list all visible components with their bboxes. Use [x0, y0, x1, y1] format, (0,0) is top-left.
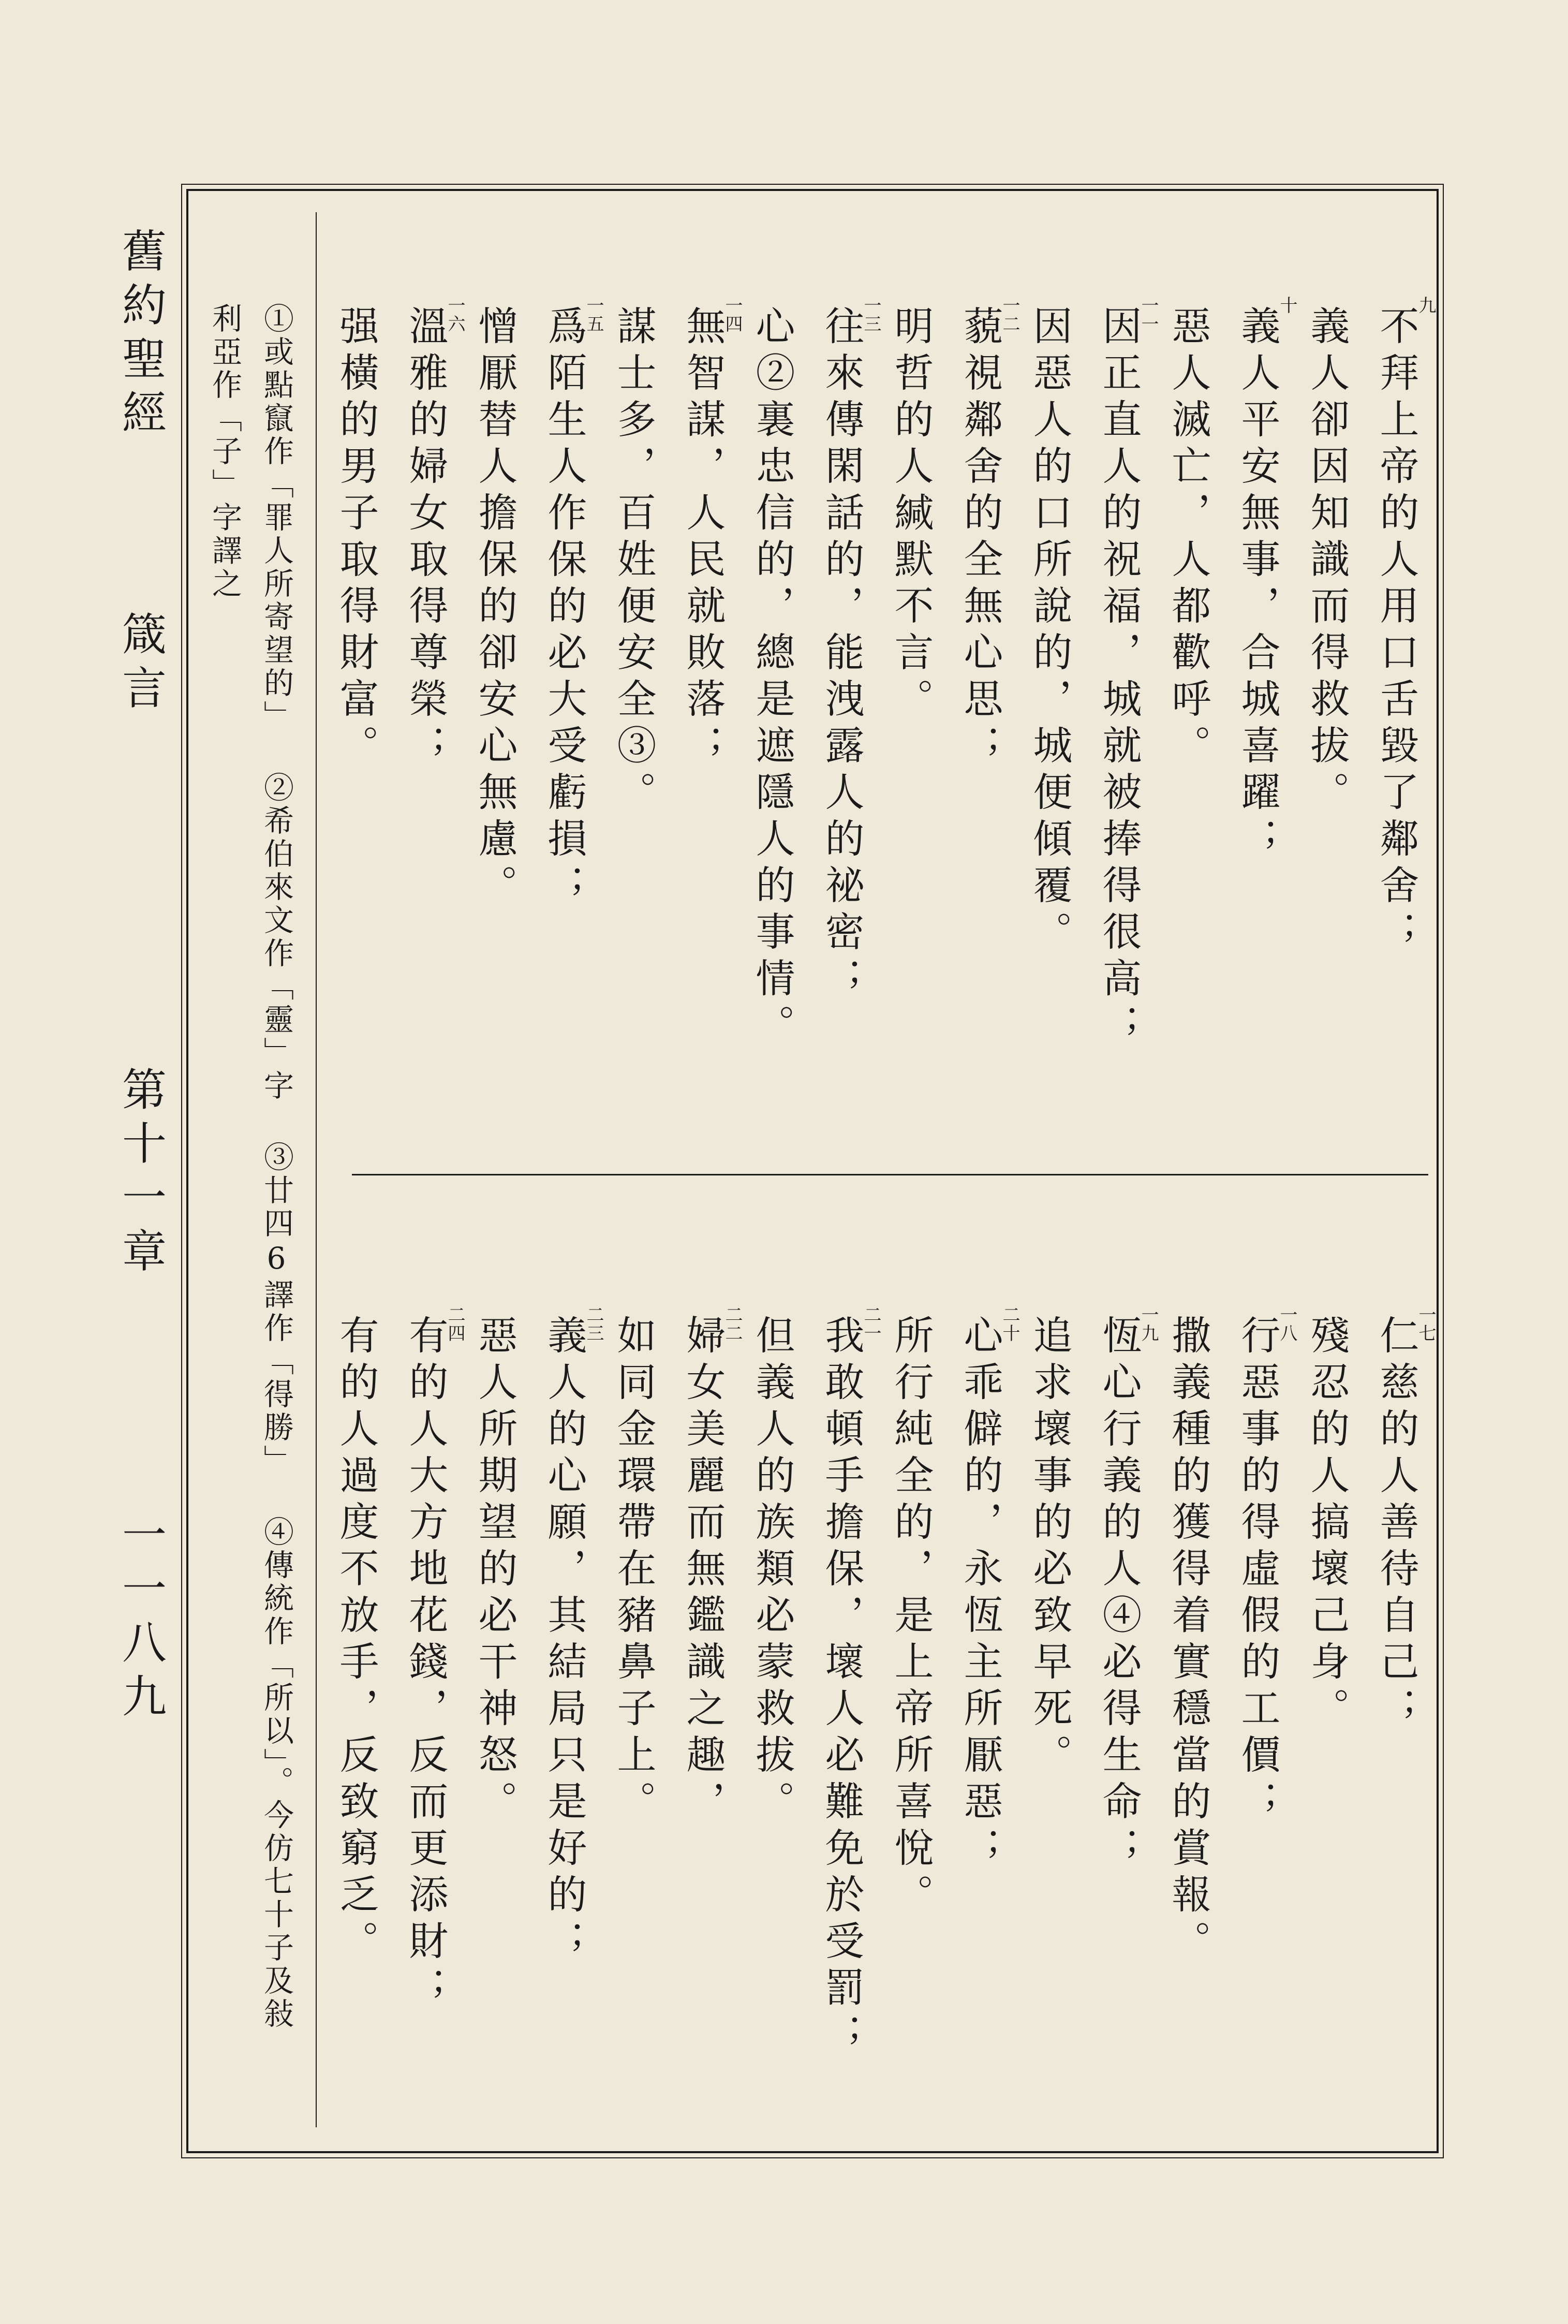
verse-line: 殘忍的人搞壞己身。 — [1304, 1315, 1350, 1734]
verse-line: 義人卻因知識而得救拔。 — [1304, 305, 1350, 818]
verse-line: 憎厭替人擔保的卻安心無慮。 — [472, 305, 518, 911]
verse-line: 婦女美麗而無鑑識之趣， — [680, 1315, 726, 1827]
page-number: 一一八九 — [114, 1511, 166, 1727]
verse-line: 往來傳閑話的，能洩露人的祕密； — [819, 305, 865, 1004]
verse-number: 一四 — [722, 296, 743, 333]
footnote-divider — [316, 212, 317, 2127]
verse-number: 九 — [1415, 296, 1436, 315]
verse-line: 因惡人的口所說的，城便傾覆。 — [1027, 305, 1073, 958]
verse-line: 溫雅的婦女取得尊榮； — [403, 305, 449, 771]
verse-line: 恆心行義的人④必得生命； — [1096, 1315, 1142, 1874]
footnote-line-1: ①或點竄作「罪人所寄望的」 ②希伯來文作「靈」字 ③廿四6譯作「得勝」 ④傳統作「所以」。今仿七十子及敍 — [259, 303, 294, 2031]
verse-number: 一二 — [999, 296, 1020, 333]
verse-line: 有的人過度不放手，反致窮乏。 — [333, 1315, 379, 1967]
verse-number: 二四 — [445, 1305, 465, 1343]
verse-line: 追求壞事的必致早死。 — [1027, 1315, 1073, 1781]
verse-number: 十 — [1277, 296, 1297, 315]
verse-line: 義人平安無事，合城喜躍； — [1235, 305, 1281, 864]
verse-line: 有的人大方地花錢，反而更添財； — [403, 1315, 449, 2013]
verse-number: 一九 — [1138, 1305, 1159, 1343]
verse-line: 藐視鄰舍的全無心思； — [957, 305, 1003, 771]
verse-line: 行惡事的得虛假的工價； — [1235, 1315, 1281, 1827]
verse-number: 一六 — [445, 296, 465, 333]
verse-number: 一一 — [1138, 296, 1159, 333]
verse-line: 不拜上帝的人用口舌毀了鄰舍； — [1373, 305, 1419, 958]
section-title: 箴言 — [114, 611, 166, 718]
verse-number: 一五 — [583, 296, 604, 333]
footnote-line-2: 利亞作「子」字譯之 — [207, 303, 242, 601]
verse-line: 所行純全的，是上帝所喜悅。 — [888, 1315, 934, 1920]
verse-line: 無智謀，人民就敗落； — [680, 305, 726, 771]
chapter-title: 第十一章 — [114, 1066, 166, 1282]
verse-number: 二二 — [722, 1305, 743, 1343]
block-divider — [352, 1174, 1428, 1175]
verse-number: 二一 — [861, 1305, 881, 1343]
verse-line: 義人的心願，其結局只是好的； — [541, 1315, 587, 1967]
verse-line: 惡人所期望的必干神怒。 — [472, 1315, 518, 1827]
verse-line: 我敢頓手擔保，壞人必難免於受罰； — [819, 1315, 865, 2060]
verse-line: 惡人滅亡，人都歡呼。 — [1165, 305, 1211, 771]
verse-number: 二十 — [999, 1305, 1020, 1343]
verse-line: 明哲的人緘默不言。 — [888, 305, 934, 725]
verse-number: 一八 — [1277, 1305, 1297, 1343]
book-title: 舊約聖經 — [114, 228, 166, 443]
verse-number: 二三 — [583, 1305, 604, 1343]
verse-line: 强橫的男子取得財富。 — [333, 305, 379, 771]
verse-line: 心乖僻的，永恆主所厭惡； — [957, 1315, 1003, 1874]
verse-number: 一七 — [1415, 1305, 1436, 1343]
verse-line: 如同金環帶在豬鼻子上。 — [611, 1315, 657, 1827]
verse-line: 但義人的族類必蒙救拔。 — [749, 1315, 795, 1827]
verse-line: 爲陌生人作保的必大受虧損； — [541, 305, 587, 911]
verse-line: 心②裏忠信的，總是遮隱人的事情。 — [749, 305, 795, 1051]
verse-line: 謀士多，百姓便安全③。 — [611, 305, 657, 818]
verse-line: 因正直人的祝福，城就被捧得很高； — [1096, 305, 1142, 1051]
verse-number: 一三 — [861, 296, 881, 333]
verse-line: 撒義種的獲得着實穩當的賞報。 — [1165, 1315, 1211, 1967]
verse-line: 仁慈的人善待自己； — [1373, 1315, 1419, 1734]
